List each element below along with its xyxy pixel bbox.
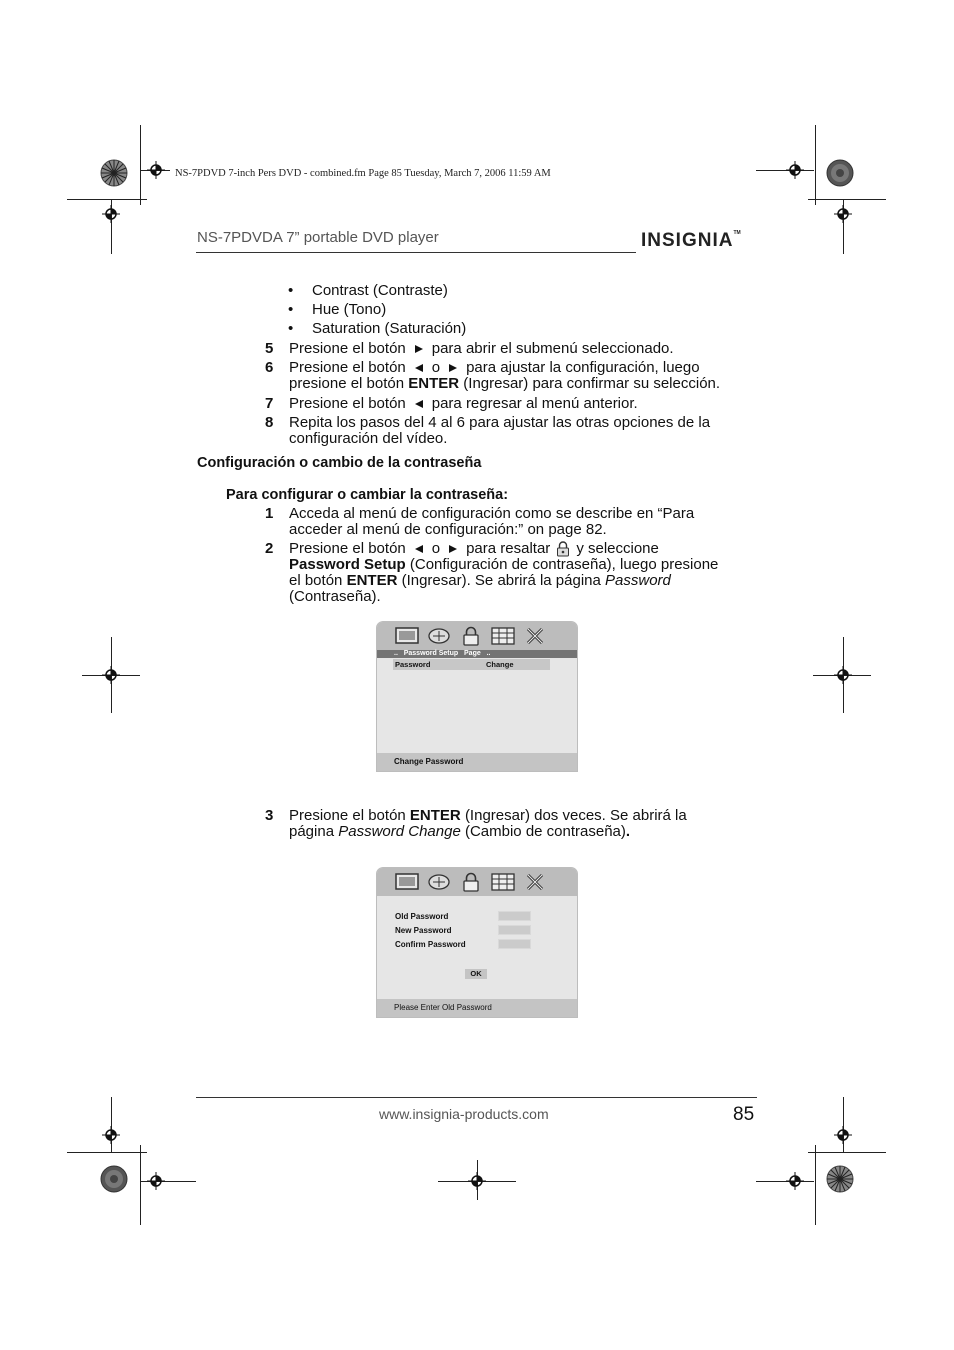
left-arrow-icon	[415, 545, 423, 553]
step-number: 2	[265, 540, 274, 557]
registration-mark-icon	[834, 1126, 852, 1144]
step-text: .	[625, 823, 631, 840]
lock-icon[interactable]	[459, 872, 483, 892]
star-target-icon	[100, 159, 128, 187]
step-text: (Ingresar) para confirmar su selección.	[463, 375, 721, 392]
print-imprint: NS-7PDVD 7-inch Pers DVD - combined.fm Page 85 Tuesday, March 7, 2006 11:59 AM	[175, 168, 551, 179]
star-target-icon	[100, 1165, 128, 1193]
step-text: configuración del vídeo.	[289, 430, 448, 447]
right-arrow-icon	[415, 345, 423, 353]
step-6	[289, 360, 759, 392]
step-number: 3	[265, 807, 274, 824]
new-password-label: New Password	[395, 926, 452, 935]
step-number: 8	[265, 414, 274, 431]
step-2	[289, 541, 759, 605]
step-text: o	[431, 359, 441, 376]
enter-key-label: ENTER	[408, 375, 460, 392]
star-target-icon	[826, 1165, 854, 1193]
step-text: para resaltar	[466, 540, 551, 557]
step-text: Password	[605, 572, 671, 590]
osd-status-bar: Change Password	[377, 753, 577, 771]
registration-mark-icon	[468, 1172, 486, 1190]
preference-icon[interactable]	[491, 626, 515, 646]
step-text: para ajustar la configuración, luego	[466, 359, 700, 376]
step-text: o	[431, 540, 441, 557]
step-text: Presione el botón	[289, 359, 406, 376]
step-text: Presione el botón	[289, 395, 406, 412]
step-text: Presione el botón	[289, 807, 406, 824]
left-arrow-icon	[415, 400, 423, 408]
registration-mark-icon	[834, 205, 852, 223]
footer-url: www.insignia-products.com	[379, 1106, 549, 1122]
step-text: (Ingresar). Se abrirá la página	[401, 572, 601, 590]
step-text: Presione el botón	[289, 540, 406, 557]
step-text: Password Change	[338, 823, 461, 840]
osd-password-setup-screen	[376, 621, 578, 772]
step-text: (Configuración de contraseña), luego presione	[409, 556, 719, 574]
page-number: 85	[733, 1104, 755, 1125]
osd-password-row[interactable]	[393, 659, 550, 670]
lock-icon[interactable]	[459, 626, 483, 646]
left-arrow-icon	[415, 364, 423, 372]
header-rule	[196, 252, 636, 253]
bullet-item: Saturation (Saturación)	[312, 320, 467, 337]
registration-mark-icon	[786, 1172, 804, 1190]
registration-mark-icon	[147, 1172, 165, 1190]
insignia-logo	[641, 230, 741, 252]
osd-icon-bar	[377, 868, 577, 896]
tv-setup-icon[interactable]	[395, 626, 419, 646]
lock-icon	[556, 541, 570, 557]
osd-password-change-screen	[376, 867, 578, 1018]
step-text: el botón	[289, 572, 343, 590]
step-text: página	[289, 823, 335, 840]
exit-icon[interactable]	[523, 626, 547, 646]
step-text: para abrir el submenú seleccionado.	[431, 340, 674, 357]
registration-mark-icon	[786, 161, 804, 179]
osd-icon-bar	[377, 622, 577, 650]
osd-status-bar: Please Enter Old Password	[377, 999, 577, 1017]
new-password-field[interactable]	[498, 925, 531, 935]
confirm-password-field[interactable]	[498, 939, 531, 949]
bullet-dot: •	[288, 282, 294, 299]
confirm-password-label: Confirm Password	[395, 940, 466, 949]
osd-item-value: Change	[486, 660, 514, 669]
audio-setup-icon[interactable]	[427, 872, 451, 892]
footer-rule	[196, 1097, 757, 1098]
bullet-item: Contrast (Contraste)	[312, 282, 448, 299]
step-5	[289, 341, 759, 357]
star-target-icon	[826, 159, 854, 187]
enter-key-label: ENTER	[346, 572, 398, 590]
enter-key-label: ENTER	[409, 807, 461, 824]
old-password-label: Old Password	[395, 912, 449, 921]
registration-mark-icon	[102, 666, 120, 684]
registration-mark-icon	[147, 161, 165, 179]
step-text: acceder al menú de configuración:” on page 82.	[289, 521, 607, 538]
registration-mark-icon	[102, 205, 120, 223]
bullet-dot: •	[288, 320, 294, 337]
step-number: 6	[265, 359, 274, 376]
osd-item-label: Password	[395, 660, 431, 669]
step-number: 1	[265, 505, 274, 522]
audio-setup-icon[interactable]	[427, 626, 451, 646]
password-setup-label: Password Setup	[289, 556, 406, 574]
step-1	[289, 506, 759, 538]
step-7	[289, 396, 759, 412]
step-text: y seleccione	[576, 540, 659, 557]
sub-heading: Para configurar o cambiar la contraseña:	[226, 487, 509, 503]
ok-button[interactable]: OK	[465, 969, 487, 979]
registration-mark-icon	[834, 666, 852, 684]
preference-icon[interactable]	[491, 872, 515, 892]
step-text: presione el botón	[289, 375, 405, 392]
step-text: Acceda al menú de configuración como se describe en “Para	[289, 505, 695, 522]
right-arrow-icon	[449, 545, 457, 553]
step-8	[289, 415, 759, 447]
exit-icon[interactable]	[523, 872, 547, 892]
header-title: NS-7PDVDA 7” portable DVD player	[197, 229, 439, 246]
step-number: 7	[265, 395, 274, 412]
osd-subtitle: .. Password Setup Page ..	[377, 650, 577, 658]
step-3	[289, 808, 759, 840]
right-arrow-icon	[449, 364, 457, 372]
step-text: Presione el botón	[289, 340, 406, 357]
step-text: (Contraseña).	[289, 588, 381, 606]
old-password-field[interactable]	[498, 911, 531, 921]
tv-setup-icon[interactable]	[395, 872, 419, 892]
step-text: para regresar al menú anterior.	[431, 395, 638, 412]
section-heading: Configuración o cambio de la contraseña	[197, 455, 482, 471]
step-text: (Ingresar) dos veces. Se abrirá la	[464, 807, 687, 824]
step-number: 5	[265, 340, 274, 357]
bullet-item: Hue (Tono)	[312, 301, 387, 318]
step-text: Repita los pasos del 4 al 6 para ajustar las otras opciones de la	[289, 414, 711, 431]
logo-text: INSIGNIA	[641, 230, 734, 251]
logo-tm: TM	[733, 230, 741, 236]
step-text: (Cambio de contraseña)	[464, 823, 626, 840]
registration-mark-icon	[102, 1126, 120, 1144]
bullet-dot: •	[288, 301, 294, 318]
